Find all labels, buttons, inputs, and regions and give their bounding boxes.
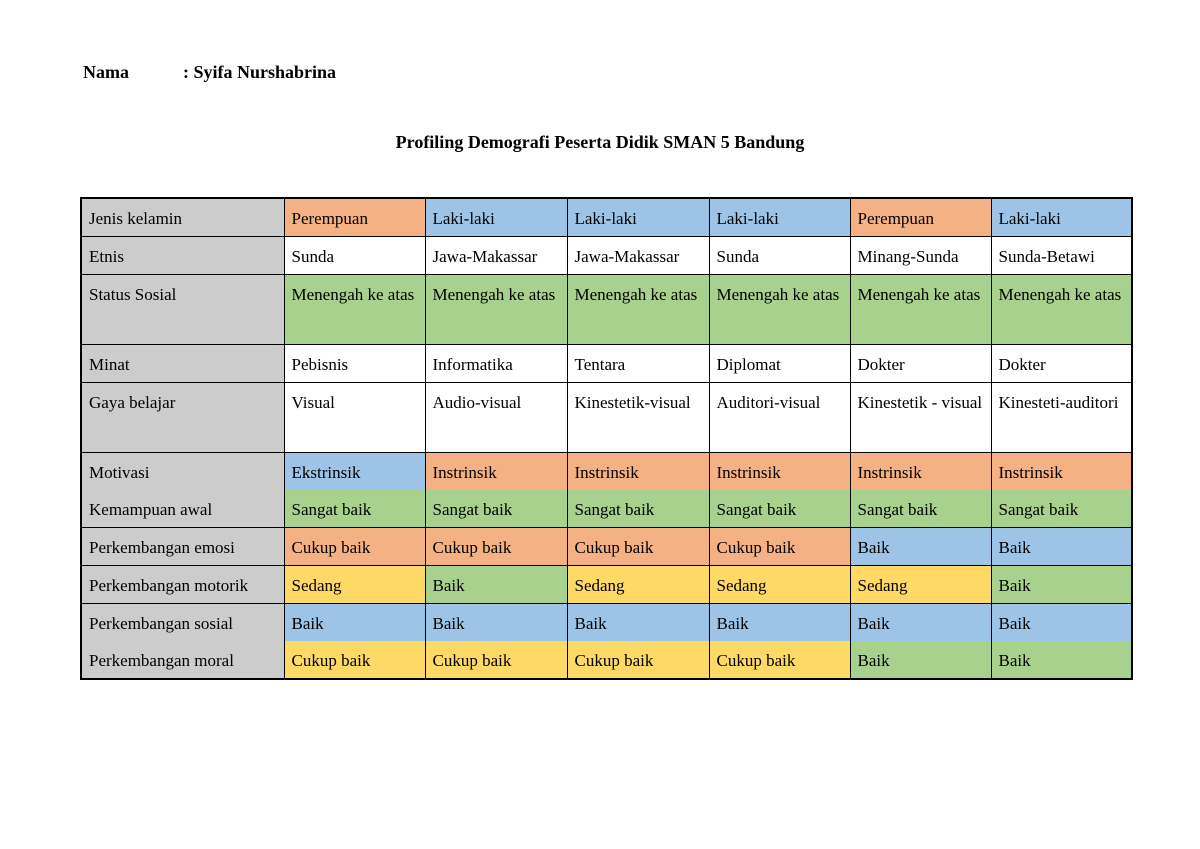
table-cell: Sangat baik [850, 490, 991, 528]
table-cell: Tentara [567, 345, 709, 383]
table-row [81, 383, 1132, 453]
table-cell: Instrinsik [567, 453, 709, 491]
row-label: Minat [81, 345, 284, 383]
table-row [81, 566, 1132, 604]
table-row [81, 641, 1132, 679]
row-label: Motivasi [81, 453, 284, 491]
table-row [81, 345, 1132, 383]
table-cell: Sangat baik [567, 490, 709, 528]
table-cell: Kinestetik-visual [567, 383, 709, 453]
table-cell: Pebisnis [284, 345, 425, 383]
row-label: Perkembangan sosial [81, 604, 284, 642]
table-cell: Sunda [284, 237, 425, 275]
table-cell: Cukup baik [425, 641, 567, 679]
table-cell: Minang-Sunda [850, 237, 991, 275]
table-row [81, 275, 1132, 345]
table-cell: Cukup baik [567, 641, 709, 679]
profile-table [80, 197, 1133, 680]
table-cell: Baik [991, 641, 1132, 679]
table-cell: Baik [425, 604, 567, 642]
name-value: : Syifa Nurshabrina [183, 62, 337, 82]
row-label: Perkembangan emosi [81, 528, 284, 566]
table-row [81, 237, 1132, 275]
table-cell: Visual [284, 383, 425, 453]
table-cell: Sedang [850, 566, 991, 604]
table-cell: Jawa-Makassar [425, 237, 567, 275]
table-cell: Perempuan [850, 198, 991, 237]
table-cell: Baik [709, 604, 850, 642]
table-row [81, 198, 1132, 237]
table-cell: Baik [991, 566, 1132, 604]
table-cell: Menengah ke atas [425, 275, 567, 345]
table-row [81, 453, 1132, 491]
table-cell: Baik [425, 566, 567, 604]
table-cell: Dokter [991, 345, 1132, 383]
table-row [81, 604, 1132, 642]
table-row [81, 490, 1132, 528]
table-cell: Sangat baik [991, 490, 1132, 528]
table-cell: Cukup baik [709, 641, 850, 679]
table-cell: Instrinsik [991, 453, 1132, 491]
table-cell: Baik [284, 604, 425, 642]
table-cell: Cukup baik [567, 528, 709, 566]
table-cell: Menengah ke atas [709, 275, 850, 345]
table-cell: Sunda [709, 237, 850, 275]
row-label: Etnis [81, 237, 284, 275]
table-cell: Baik [567, 604, 709, 642]
table-cell: Cukup baik [709, 528, 850, 566]
table-cell: Menengah ke atas [850, 275, 991, 345]
table-cell: Perempuan [284, 198, 425, 237]
table-cell: Menengah ke atas [991, 275, 1132, 345]
document-title: Profiling Demografi Peserta Didik SMAN 5 Bandung [395, 132, 805, 152]
name-label: Nama [83, 62, 129, 82]
table-cell: Informatika [425, 345, 567, 383]
table-cell: Menengah ke atas [567, 275, 709, 345]
row-label: Status Sosial [81, 275, 284, 345]
table-cell: Sangat baik [425, 490, 567, 528]
table-cell: Sangat baik [709, 490, 850, 528]
table-cell: Baik [850, 604, 991, 642]
table-cell: Cukup baik [284, 528, 425, 566]
table-row [81, 528, 1132, 566]
table-cell: Instrinsik [425, 453, 567, 491]
table-cell: Kinestetik - visual [850, 383, 991, 453]
table-cell: Menengah ke atas [284, 275, 425, 345]
table-cell: Sangat baik [284, 490, 425, 528]
row-label: Jenis kelamin [81, 198, 284, 237]
table-cell: Dokter [850, 345, 991, 383]
table-cell: Baik [991, 604, 1132, 642]
table-cell: Laki-laki [991, 198, 1132, 237]
table-cell: Baik [850, 641, 991, 679]
row-label: Gaya belajar [81, 383, 284, 453]
row-label: Perkembangan moral [81, 641, 284, 679]
table-cell: Sedang [567, 566, 709, 604]
table-cell: Laki-laki [709, 198, 850, 237]
table-cell: Jawa-Makassar [567, 237, 709, 275]
table-cell: Ekstrinsik [284, 453, 425, 491]
table-cell: Kinesteti-auditori [991, 383, 1132, 453]
row-label: Kemampuan awal [81, 490, 284, 528]
table-cell: Cukup baik [425, 528, 567, 566]
table-cell: Audio-visual [425, 383, 567, 453]
table-cell: Instrinsik [850, 453, 991, 491]
table-cell: Cukup baik [284, 641, 425, 679]
table-cell: Baik [991, 528, 1132, 566]
table-cell: Instrinsik [709, 453, 850, 491]
table-cell: Auditori-visual [709, 383, 850, 453]
student-name-line [83, 62, 336, 83]
row-label: Perkembangan motorik [81, 566, 284, 604]
table-cell: Laki-laki [425, 198, 567, 237]
table-cell: Baik [850, 528, 991, 566]
table-cell: Laki-laki [567, 198, 709, 237]
table-cell: Sunda-Betawi [991, 237, 1132, 275]
table-cell: Diplomat [709, 345, 850, 383]
table-cell: Sedang [709, 566, 850, 604]
table-cell: Sedang [284, 566, 425, 604]
